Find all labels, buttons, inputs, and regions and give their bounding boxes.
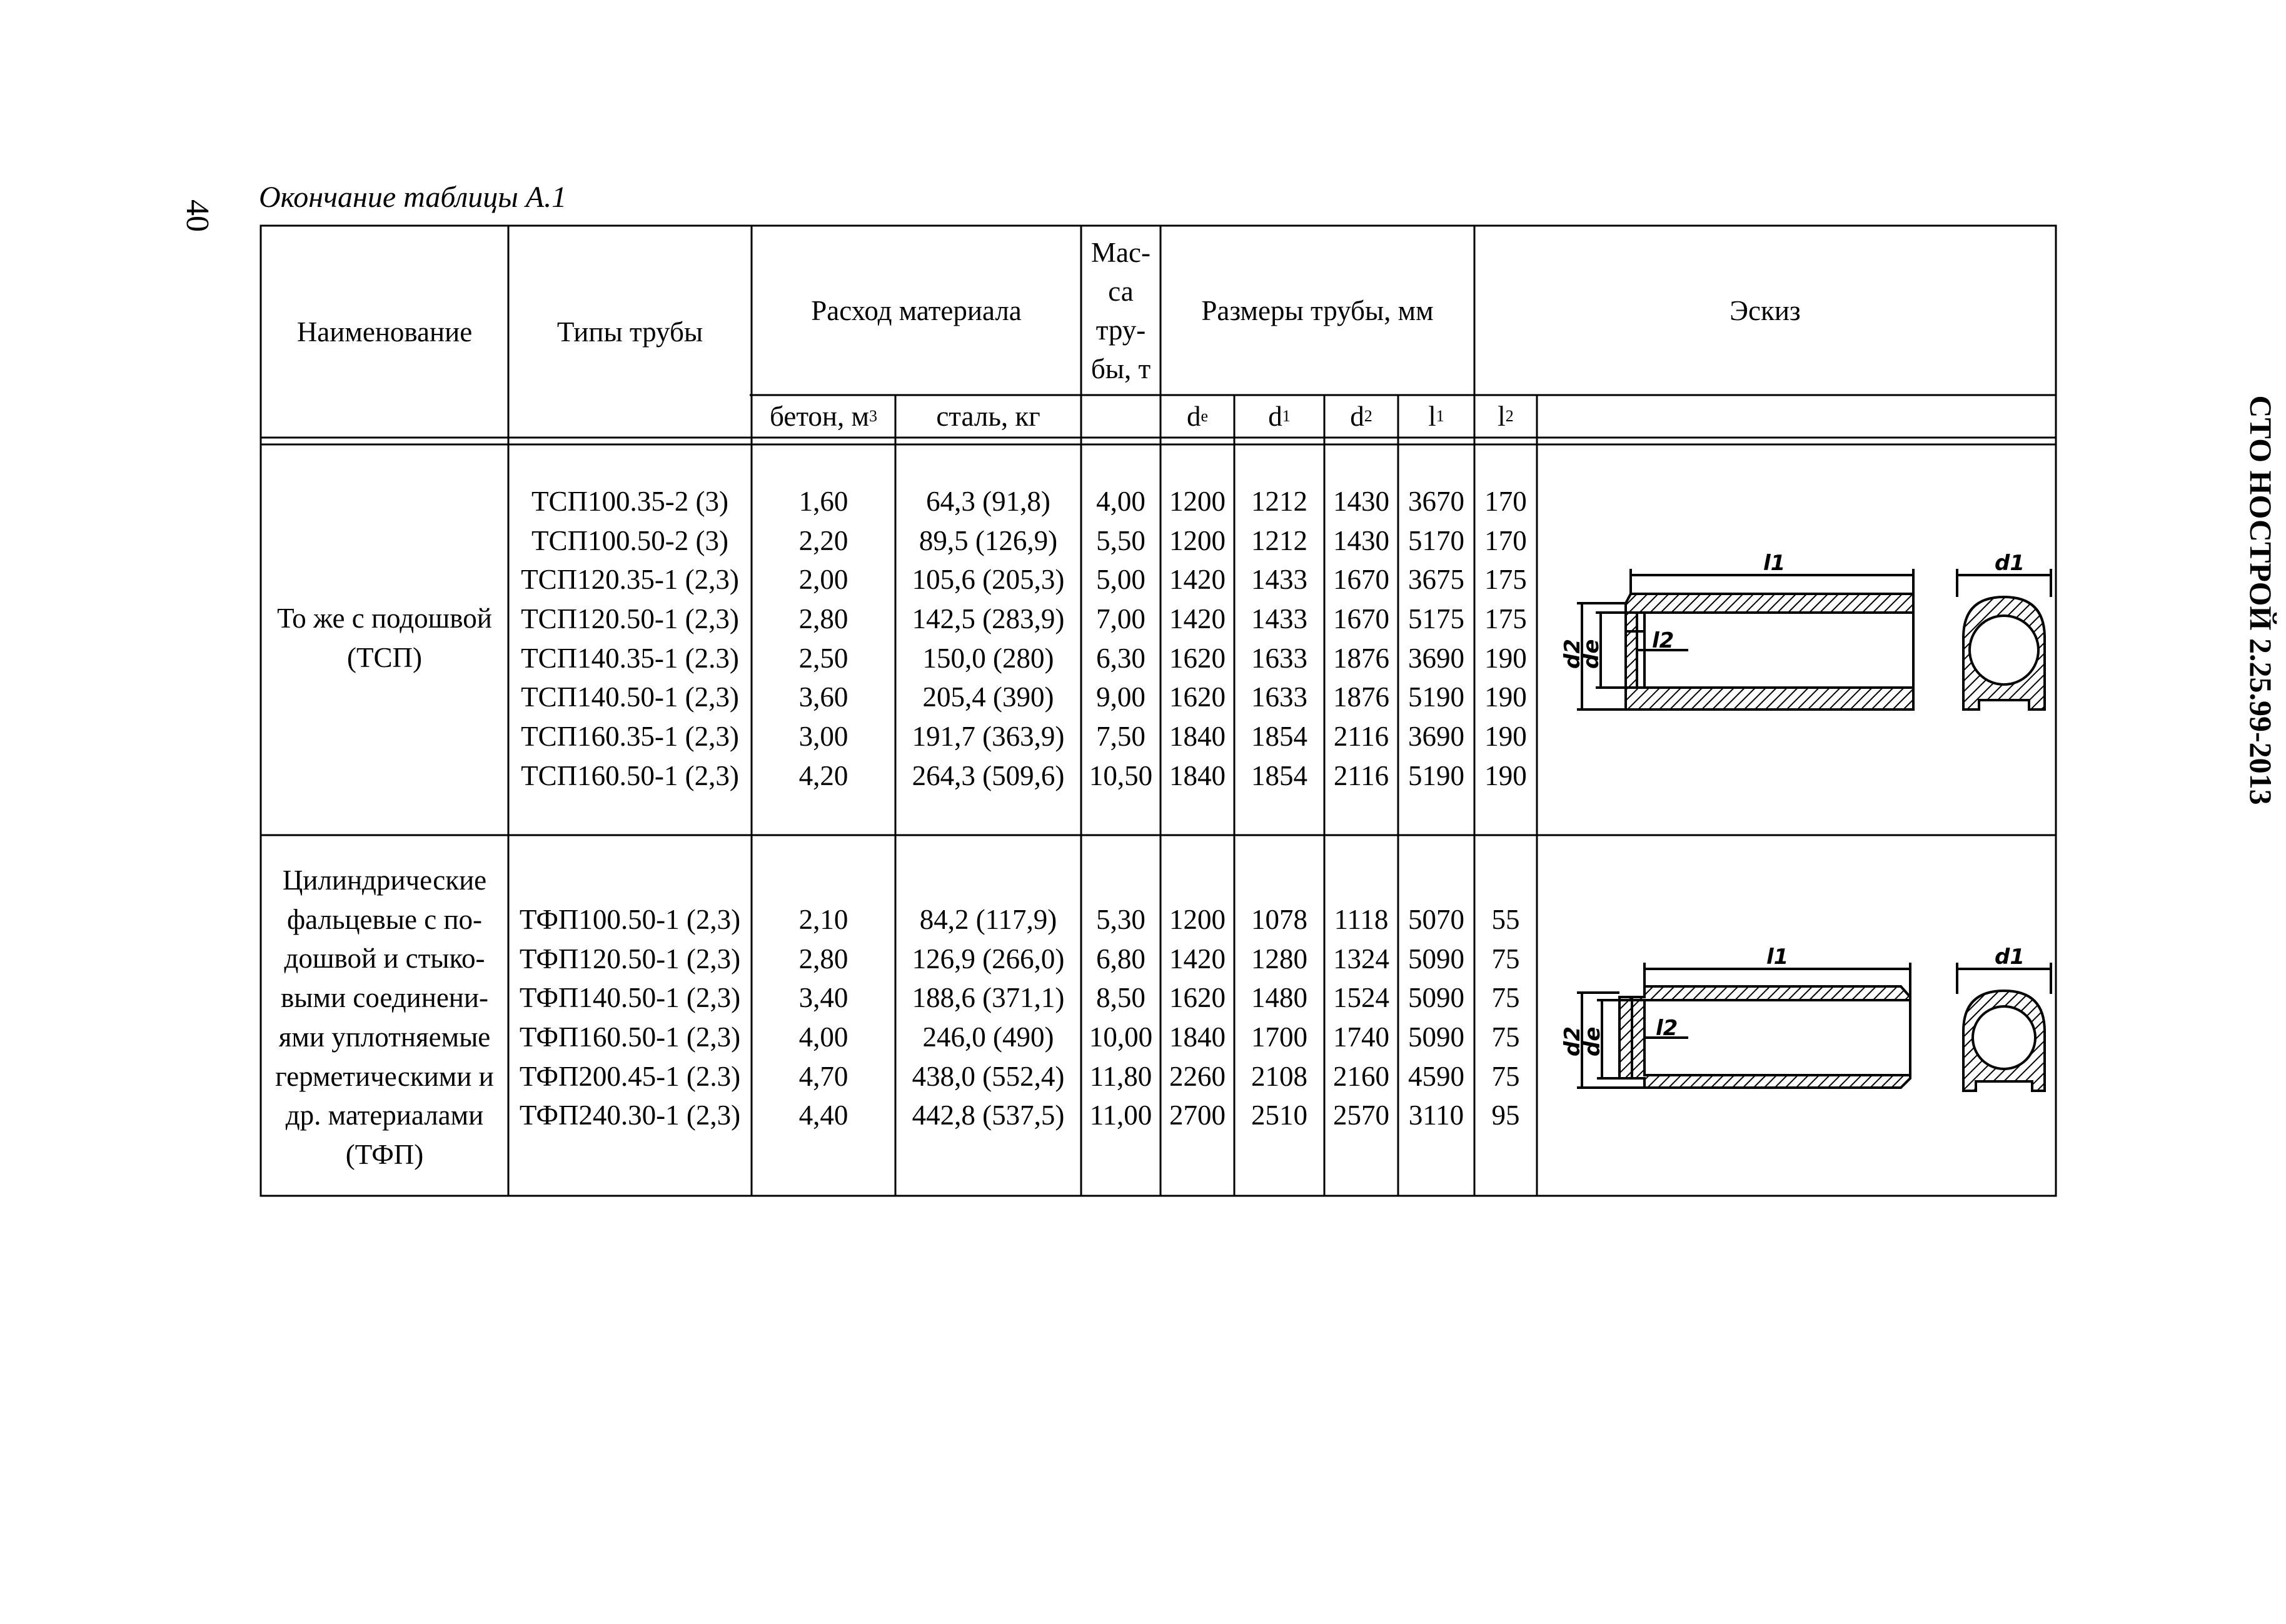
group-tsp-mass: 4,00 5,50 5,00 7,00 6,30 9,00 7,50 10,50 xyxy=(1089,486,1153,791)
sketch-tsp-pipe xyxy=(1560,550,2057,725)
group-tfp-l1: 5070 5090 5090 5090 4590 3110 xyxy=(1408,904,1464,1131)
table-caption: Окончание таблицы А.1 xyxy=(259,181,567,214)
table-row: ТСП160.50-1 (2,3) xyxy=(521,759,739,791)
header-de: d e xyxy=(1186,401,1209,432)
table-row: ТФП100.50-1 (2,3) xyxy=(519,904,741,935)
group-tsp-d1: 1212 1212 1433 1433 1633 1633 1854 1854 xyxy=(1251,486,1307,791)
group-tsp-types xyxy=(508,482,752,796)
group-tsp-name: То же с подошвой (ТСП) xyxy=(277,603,492,673)
svg-text:d2: d2 xyxy=(1560,1026,1585,1056)
svg-text:de: de xyxy=(1579,639,1604,669)
header-l2: l 2 xyxy=(1498,401,1514,432)
sketch-tfp-pipe xyxy=(1560,938,2057,1100)
table-row: ТФП120.50-1 (2,3) xyxy=(519,943,741,975)
group-tfp-name: Цилиндрические фальцевые с по- дошвой и стыко- выми соединени- ями уплотняемые герметическими и др. материалами (ТФП) xyxy=(275,865,494,1170)
page-number: 40 xyxy=(179,199,215,232)
table-row: ТСП100.50-2 (3) xyxy=(531,524,728,556)
svg-text:l1: l1 xyxy=(1763,551,1786,576)
svg-text:d1: d1 xyxy=(1995,945,2025,970)
table-row: ТФП200.45-1 (2.3) xyxy=(519,1060,741,1092)
group-tfp-concrete: 2,10 2,80 3,40 4,00 4,70 4,40 xyxy=(798,904,848,1131)
group-tsp-l1: 3670 5170 3675 5175 3690 5190 3690 5190 xyxy=(1408,486,1464,791)
table-row: ТСП120.35-1 (2,3) xyxy=(521,564,739,596)
group-tsp-de: 1200 1200 1420 1420 1620 1620 1840 1840 xyxy=(1169,486,1226,791)
group-tfp-types xyxy=(508,900,752,1135)
table-row: ТСП140.50-1 (2,3) xyxy=(521,681,739,713)
group-tfp-mass: 5,30 6,80 8,50 10,00 11,80 11,00 xyxy=(1089,904,1153,1131)
table-row: ТФП240.30-1 (2,3) xyxy=(519,1100,741,1131)
header-mass: Мас- са тру- бы, т xyxy=(1090,236,1151,384)
svg-text:l1: l1 xyxy=(1766,945,1789,970)
table-row: ТСП160.35-1 (2,3) xyxy=(521,721,739,753)
group-tfp-d2: 1118 1324 1524 1740 2160 2570 xyxy=(1333,904,1389,1131)
group-tsp-l2: 170 170 175 175 190 190 190 190 xyxy=(1484,486,1527,791)
group-tfp-l2: 55 75 75 75 75 95 xyxy=(1491,904,1520,1131)
svg-text:d2: d2 xyxy=(1560,639,1585,669)
header-name: Наименование xyxy=(296,316,473,348)
table-row: ТФП160.50-1 (2,3) xyxy=(519,1021,741,1053)
table-row: ТСП100.35-2 (3) xyxy=(531,486,728,517)
header-steel: сталь, кг xyxy=(936,401,1040,432)
header-dims: Размеры трубы, мм xyxy=(1201,294,1434,326)
group-tfp-d1: 1078 1280 1480 1700 2108 2510 xyxy=(1251,904,1307,1131)
header-types: Типы трубы xyxy=(556,316,703,348)
svg-text:l2: l2 xyxy=(1656,1016,1678,1041)
header-d2: d 2 xyxy=(1350,401,1372,432)
group-tsp-d2: 1430 1430 1670 1670 1876 1876 2116 2116 xyxy=(1333,486,1389,791)
group-tfp-steel: 84,2 (117,9) 126,9 (266,0) 188,6 (371,1) 246,0 (490) 438,0 (552,4) 442,8 (537,5) xyxy=(912,904,1065,1131)
table-row: ТСП140.35-1 (2.3) xyxy=(521,642,739,674)
table-row: ТФП140.50-1 (2,3) xyxy=(519,982,741,1014)
header-sketch: Эскиз xyxy=(1730,294,1801,326)
header-concrete: бетон, м 3 xyxy=(770,401,877,432)
svg-text:de: de xyxy=(1580,1026,1605,1056)
header-d1: d 1 xyxy=(1268,401,1291,432)
table-row: ТСП120.50-1 (2,3) xyxy=(521,603,739,635)
header-material: Расход материала xyxy=(811,294,1022,326)
group-tsp-steel: 64,3 (91,8) 89,5 (126,9) 105,6 (205,3) 142,5 (283,9) 150,0 (280) 205,4 (390) 191,7 (363,9) 264,3 (509,6) xyxy=(912,486,1065,791)
group-tfp-de: 1200 1420 1620 1840 2260 2700 xyxy=(1169,904,1226,1131)
standard-code: СТО НОСТРОЙ 2.25.99-2013 xyxy=(2243,395,2278,805)
svg-text:l2: l2 xyxy=(1652,628,1674,653)
svg-text:d1: d1 xyxy=(1995,551,2025,576)
group-tsp-concrete: 1,60 2,20 2,00 2,80 2,50 3,60 3,00 4,20 xyxy=(798,486,848,791)
header-l1: l 1 xyxy=(1428,401,1444,432)
